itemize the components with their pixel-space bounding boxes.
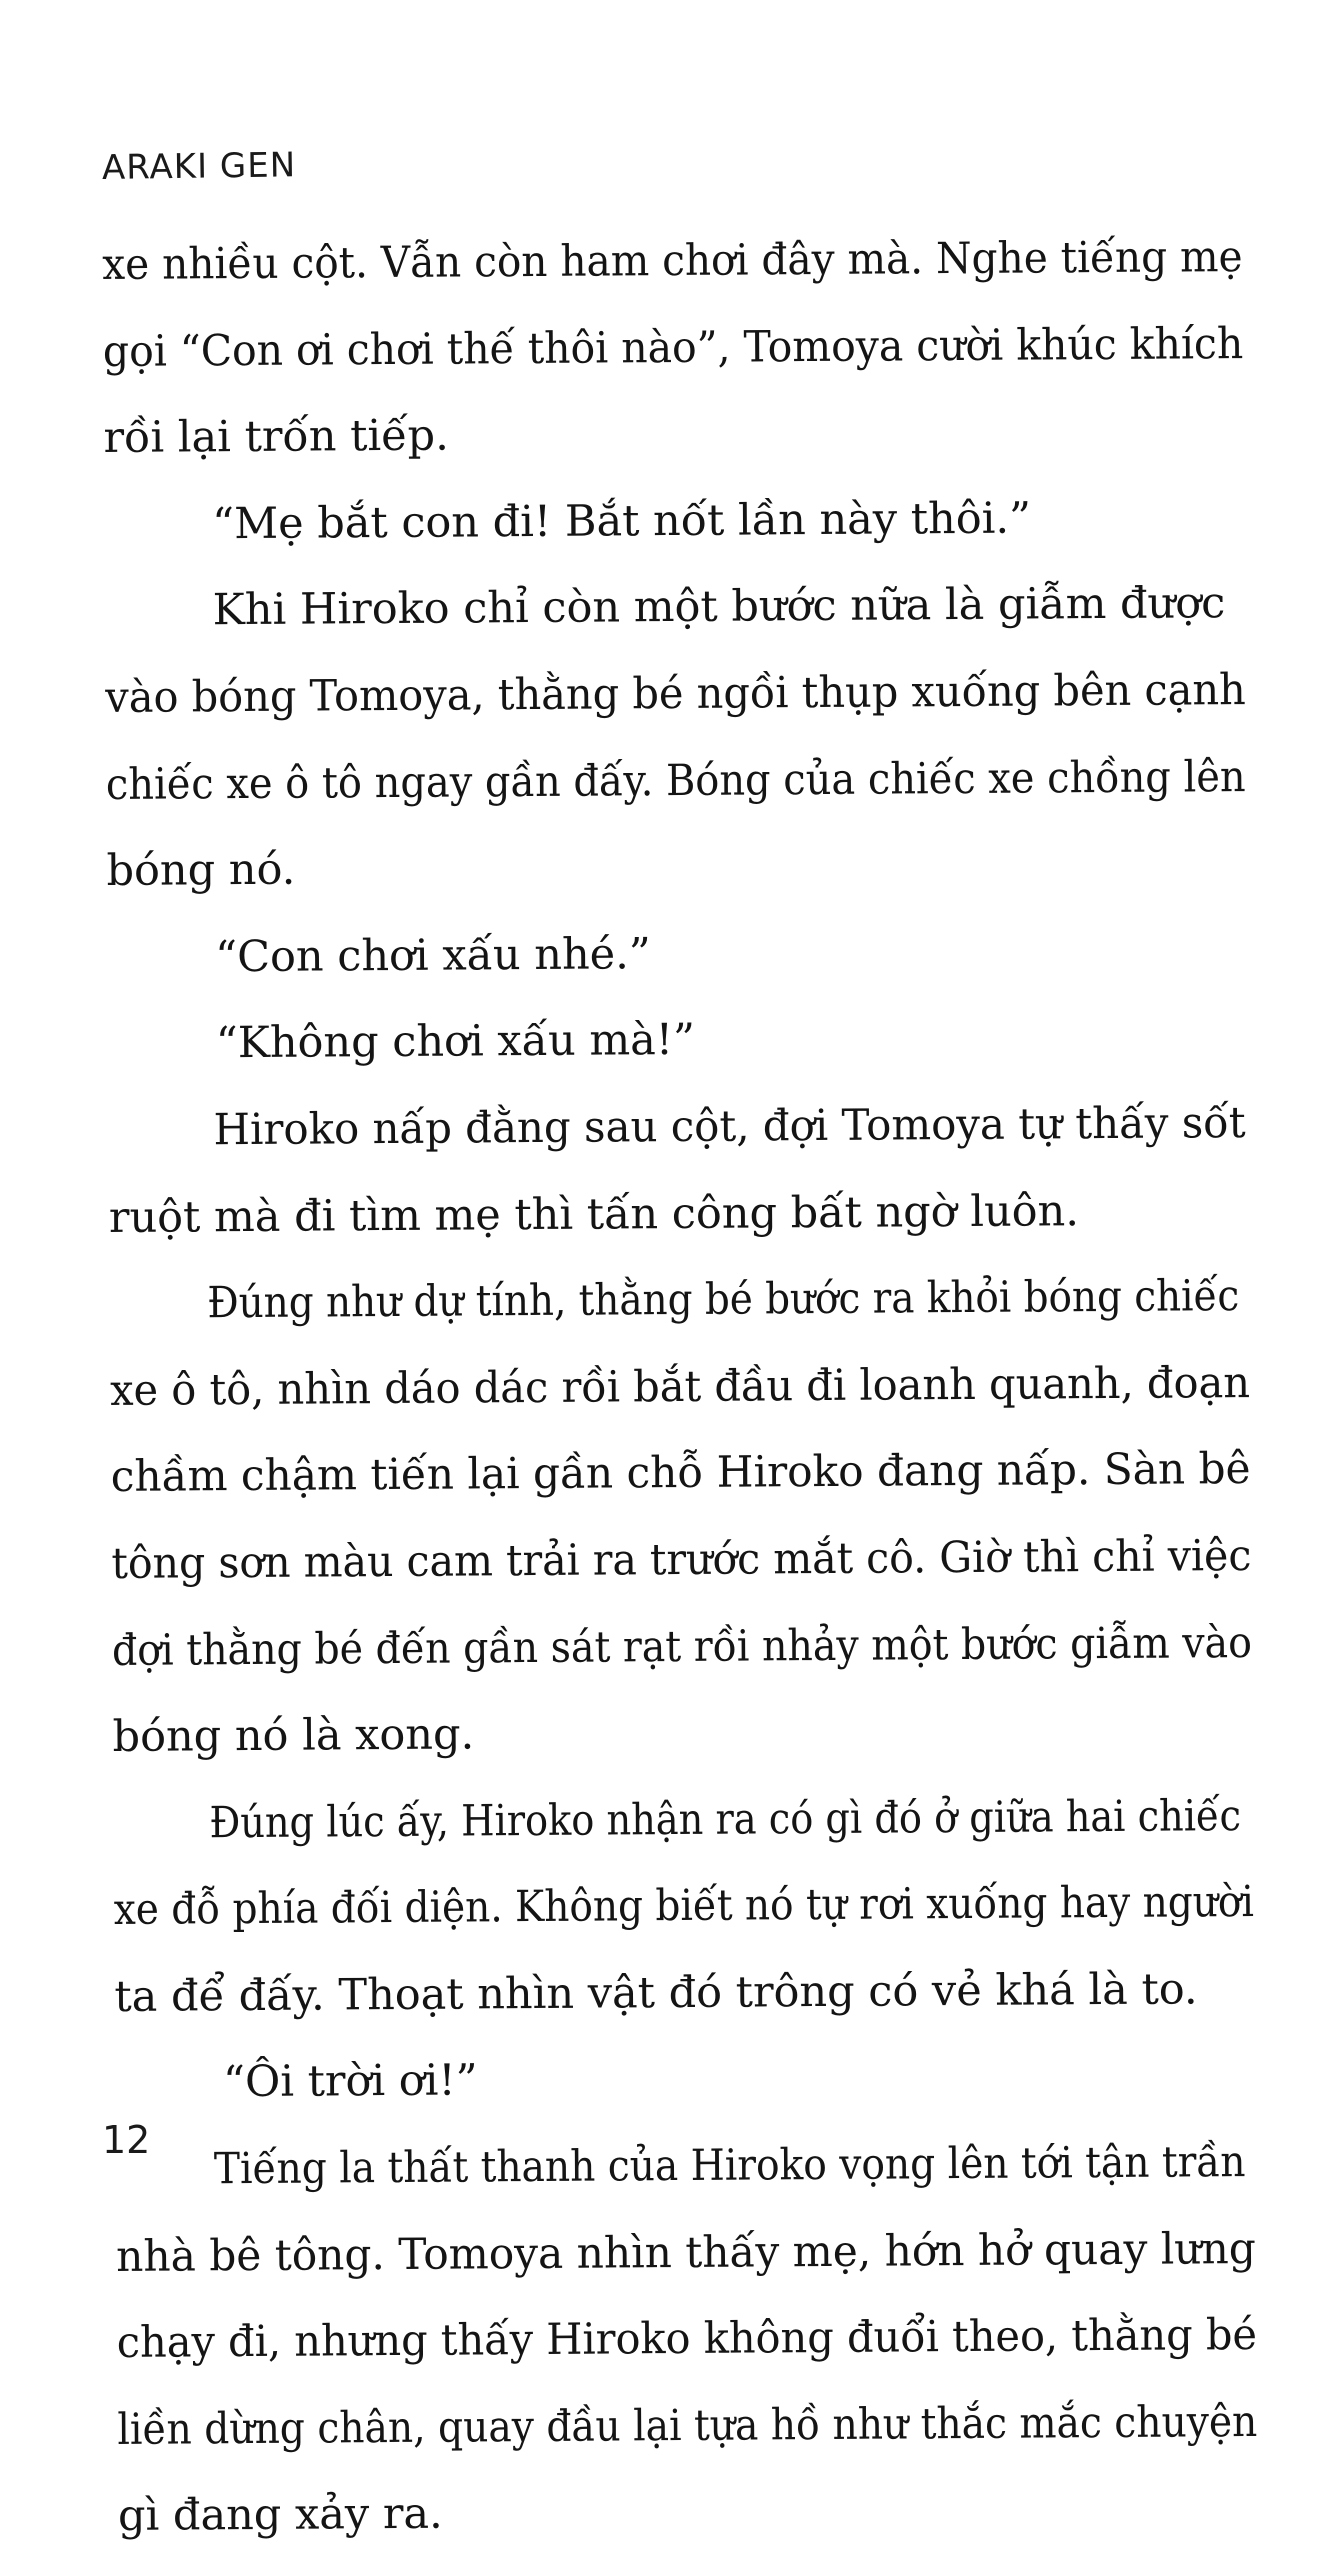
text-line: rồi lại trốn tiếp. (103, 410, 449, 464)
text-line: chiếc xe ô tô ngay gần đấy. Bóng của chiếc xe chồng lên (105, 751, 1246, 810)
running-head: ARAKI GEN (101, 145, 297, 188)
text-line: Hiroko nấp đằng sau cột, đợi Tomoya tự thấy sốt (213, 1097, 1246, 1156)
text-line: gọi “Con ơi chơi thế thôi nào”, Tomoya cười khúc khích (102, 318, 1244, 377)
text-line: nhà bê tông. Tomoya nhìn thấy mẹ, hớn hở quay lưng (116, 2223, 1256, 2282)
text-line: bóng nó. (106, 844, 296, 897)
text-line: Đúng lúc ấy, Hiroko nhận ra có gì đó ở giữa hai chiếc (209, 1790, 1242, 1848)
text-line: “Ôi trời ơi!” (222, 2055, 478, 2108)
text-line: “Mẹ bắt con đi! Bắt nốt lần này thôi.” (211, 493, 1032, 550)
text-line: Đúng như dự tính, thằng bé bước ra khỏi bóng chiếc (207, 1271, 1240, 1329)
text-line: chạy đi, nhưng thấy Hiroko không đuổi theo, thằng bé (116, 2310, 1258, 2369)
text-line: chầm chậm tiến lại gần chỗ Hiroko đang nấp. Sàn bê (110, 1444, 1251, 1503)
text-line: “Không chơi xấu mà!” (215, 1015, 696, 1069)
body-text (102, 214, 1258, 2560)
text-line: tông sơn màu cam trải ra trước mắt cô. Giờ thì chỉ việc (111, 1530, 1252, 1589)
text-line: Tiếng la thất thanh của Hiroko vọng lên tới tận trần (213, 2137, 1246, 2195)
text-line: ruột mà đi tìm mẹ thì tấn công bất ngờ luôn. (108, 1185, 1080, 1243)
text-line: ta để đấy. Thoạt nhìn vật đó trông có vẻ khá là to. (114, 1964, 1198, 2022)
text-line: Khi Hiroko chỉ còn một bước nữa là giẫm được (212, 578, 1226, 636)
text-line: “Con chơi xấu nhé.” (214, 928, 651, 982)
text-line: đợi thằng bé đến gần sát rạt rồi nhảy một bước giẫm vào (111, 1617, 1253, 1676)
page-number: 12 (102, 2118, 151, 2162)
text-line: vào bóng Tomoya, thằng bé ngồi thụp xuống bên cạnh (105, 664, 1246, 723)
text-line: xe đỗ phía đối diện. Không biết nó tự rơi xuống hay người (113, 1877, 1255, 1936)
text-line: xe ô tô, nhìn dáo dác rồi bắt đầu đi loanh quanh, đoạn (109, 1357, 1251, 1416)
text-line: gì đang xảy ra. (117, 2489, 443, 2542)
text-line: xe nhiều cột. Vẫn còn ham chơi đây mà. Nghe tiếng mẹ (102, 232, 1243, 290)
text-line: liền dừng chân, quay đầu lại tựa hồ như thắc mắc chuyện (117, 2396, 1258, 2455)
text-line: bóng nó là xong. (112, 1709, 475, 1763)
